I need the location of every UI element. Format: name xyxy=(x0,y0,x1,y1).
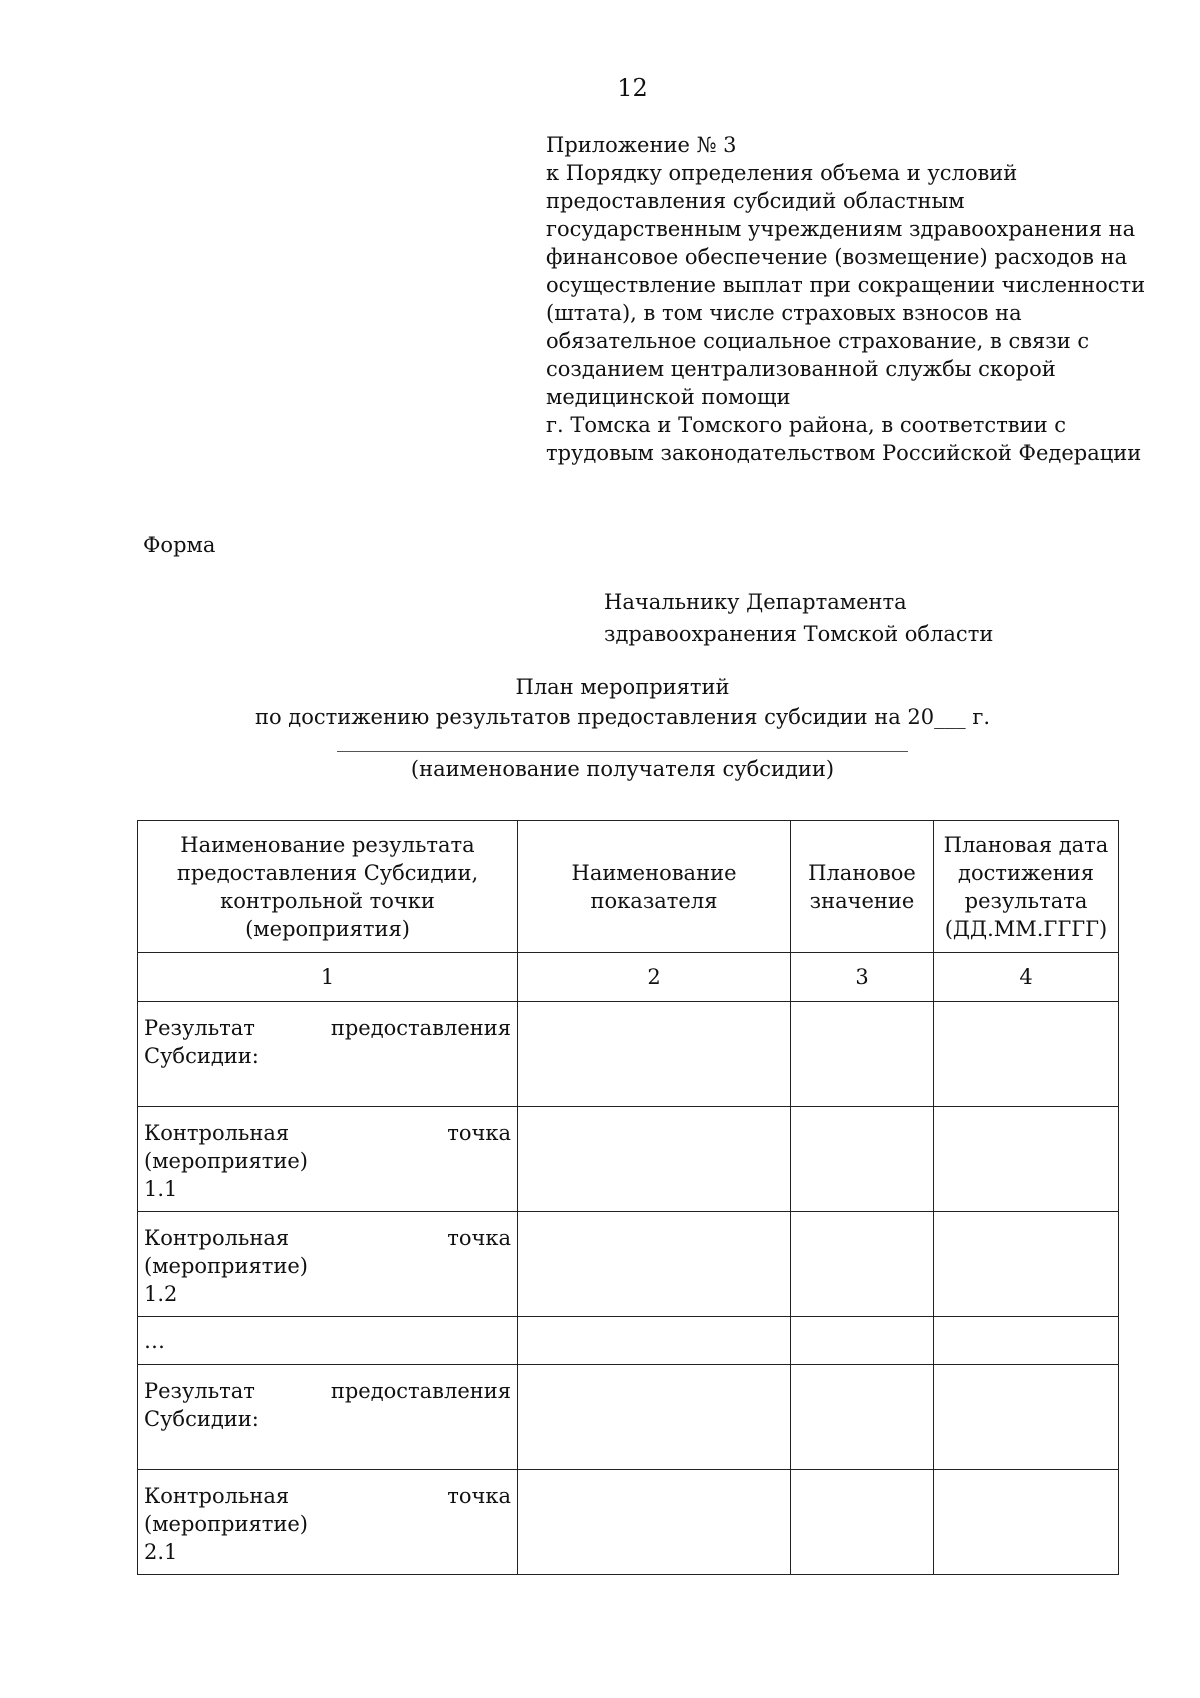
appendix-line: (штата), в том числе страховых взносов на xyxy=(546,301,1022,325)
row-label: Результат предоставления xyxy=(144,1379,511,1403)
table-row xyxy=(138,1317,1119,1365)
value-cell[interactable] xyxy=(791,1317,934,1365)
header-planned-value: Плановое значение xyxy=(791,821,934,953)
date-cell[interactable] xyxy=(934,1470,1119,1575)
row-label-tail: Субсидии: xyxy=(144,1044,259,1068)
row-label: Контрольная точка (мероприятие) xyxy=(144,1484,511,1536)
date-cell[interactable] xyxy=(934,1365,1119,1470)
addressee-line-2: здравоохранения Томской области xyxy=(604,622,994,646)
row-label-tail: 1.1 xyxy=(144,1177,178,1201)
appendix-line: предоставления субсидий областным xyxy=(546,189,965,213)
table-row xyxy=(138,1212,1119,1317)
appendix-line: финансовое обеспечение (возмещение) расходов на xyxy=(546,245,1128,269)
indicator-cell[interactable] xyxy=(518,1002,791,1107)
indicator-cell[interactable] xyxy=(518,1470,791,1575)
column-number: 1 xyxy=(138,953,518,1002)
column-number: 3 xyxy=(791,953,934,1002)
appendix-line: созданием централизованной службы скорой xyxy=(546,357,1056,381)
result-cell xyxy=(138,1107,518,1212)
value-cell[interactable] xyxy=(791,1470,934,1575)
plan-table xyxy=(137,820,1119,1575)
result-cell xyxy=(138,1470,518,1575)
indicator-cell[interactable] xyxy=(518,1212,791,1317)
table-header-row xyxy=(138,821,1119,953)
column-number: 4 xyxy=(934,953,1119,1002)
result-cell xyxy=(138,1212,518,1317)
result-cell xyxy=(138,1002,518,1107)
page-number: 12 xyxy=(617,74,648,102)
row-label: Результат предоставления xyxy=(144,1016,511,1040)
row-label-tail: Субсидии: xyxy=(144,1407,259,1431)
result-cell xyxy=(138,1317,518,1365)
value-cell[interactable] xyxy=(791,1107,934,1212)
date-cell[interactable] xyxy=(934,1002,1119,1107)
table-row xyxy=(138,1002,1119,1107)
row-label-tail: 1.2 xyxy=(144,1282,178,1306)
indicator-cell[interactable] xyxy=(518,1107,791,1212)
row-label-tail: 2.1 xyxy=(144,1540,178,1564)
indicator-cell[interactable] xyxy=(518,1317,791,1365)
row-label: … xyxy=(144,1328,165,1353)
row-label: Контрольная точка (мероприятие) xyxy=(144,1121,511,1173)
date-cell[interactable] xyxy=(934,1212,1119,1317)
header-result-name: Наименование результата предоставления Субсидии, контрольной точки (мероприятия) xyxy=(138,821,518,953)
table-row xyxy=(138,1107,1119,1212)
table-row xyxy=(138,1470,1119,1575)
recipient-name-field[interactable] xyxy=(337,751,908,752)
appendix-line: осуществление выплат при сокращении численности xyxy=(546,273,1146,297)
result-cell xyxy=(138,1365,518,1470)
appendix-line: Приложение № 3 xyxy=(546,133,737,157)
row-label: Контрольная точка (мероприятие) xyxy=(144,1226,511,1278)
plan-title xyxy=(0,672,1200,732)
table-row xyxy=(138,1365,1119,1470)
appendix-line: медицинской помощи xyxy=(546,385,791,409)
appendix-header xyxy=(546,131,1186,467)
column-number-row xyxy=(138,953,1119,1002)
plan-title-line-2: по достижению результатов предоставления субсидии на 20___ г. xyxy=(254,705,991,729)
value-cell[interactable] xyxy=(791,1365,934,1470)
indicator-cell[interactable] xyxy=(518,1365,791,1470)
addressee xyxy=(604,586,993,650)
plan-title-line-1: План мероприятий xyxy=(515,675,730,699)
header-planned-date: Плановая дата достижения результата (ДД.ММ.ГГГГ) xyxy=(934,821,1119,953)
appendix-line: г. Томска и Томского района, в соответствии с xyxy=(546,413,1067,437)
appendix-line: обязательное социальное страхование, в связи с xyxy=(546,329,1090,353)
header-indicator-name: Наименование показателя xyxy=(518,821,791,953)
form-label: Форма xyxy=(143,533,216,557)
addressee-line-1: Начальнику Департамента xyxy=(604,590,907,614)
appendix-line: трудовым законодательством Российской Федерации xyxy=(546,441,1142,465)
appendix-line: государственным учреждениям здравоохранения на xyxy=(546,217,1136,241)
column-number: 2 xyxy=(518,953,791,1002)
appendix-line: к Порядку определения объема и условий xyxy=(546,161,1018,185)
recipient-caption: (наименование получателя субсидии) xyxy=(410,757,835,781)
value-cell[interactable] xyxy=(791,1212,934,1317)
value-cell[interactable] xyxy=(791,1002,934,1107)
date-cell[interactable] xyxy=(934,1317,1119,1365)
date-cell[interactable] xyxy=(934,1107,1119,1212)
